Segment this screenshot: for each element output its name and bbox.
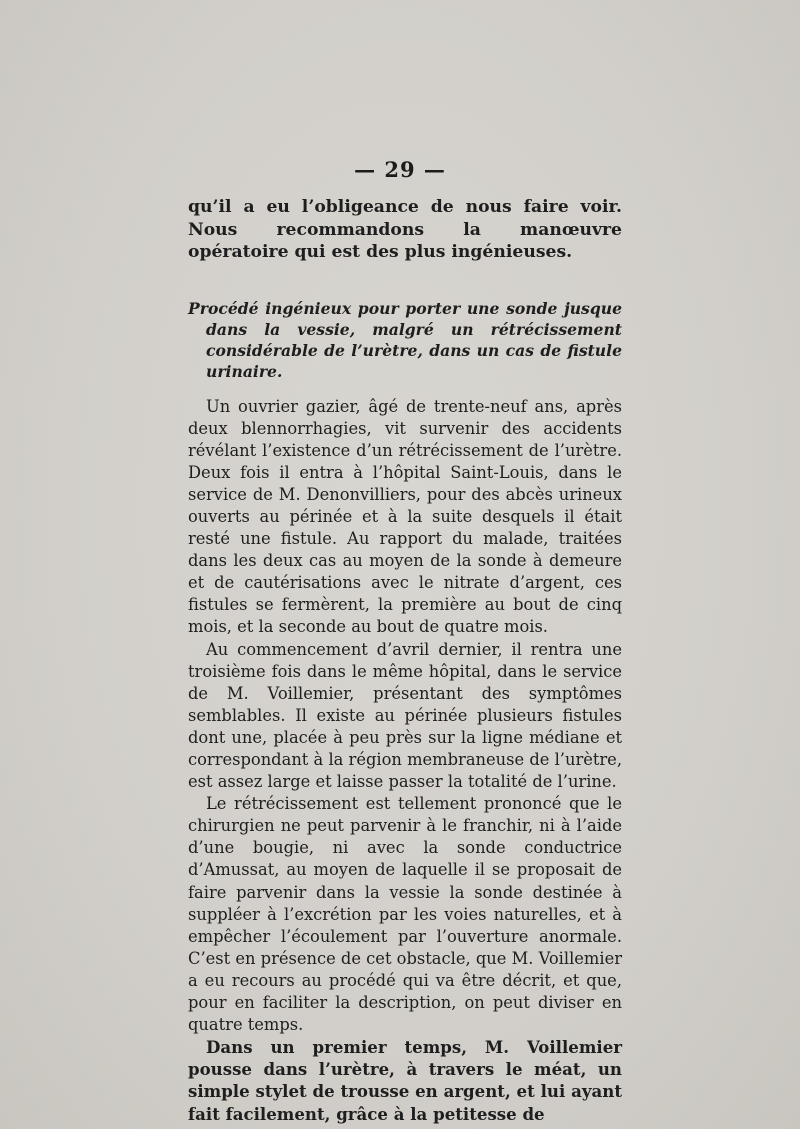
paragraph-continuation: qu’il a eu l’obligeance de nous faire voir. Nous recommandons la manœuvre opératoire qui est des plus ingénieuses. [188, 197, 622, 262]
page-number: — 29 — [354, 157, 446, 182]
paragraph-first-step: Dans un premier temps, M. Voillemier pousse dans l’urètre, à travers le méat, un simple stylet de trousse en argent, et lui ayant fait facilement, grâce à la petitesse de [188, 1037, 622, 1124]
section-heading: Procédé ingénieux pour porter une sonde jusque dans la vessie, malgré un rétrécissement considérable de l’urètre, dans un cas de fistule urinaire. [188, 298, 622, 381]
paragraph-admission: Au commencement d’avril dernier, il rentra une troisième fois dans le même hôpital, dans le service de M. Voillemier, présentant des symptômes semblables. Il existe au périnée plusieurs fistules dont une, placée à peu près sur la ligne médiane et correspondant à la région membraneuse de l’urètre, est assez large et laisse passer la totalité de l’urine. [188, 639, 622, 792]
body-text [188, 196, 622, 1125]
paragraph-stricture: Le rétrécissement est tellement prononcé que le chirurgien ne peut parvenir à le franchir, ni à l’aide d’une bougie, ni avec la sonde conductrice d’Amussat, au moyen de laquelle il se proposait de faire parvenir dans la vessie la sonde destinée à suppléer à l’excrétion par les voies naturelles, et à empêcher l’écoulement par l’ouverture anormale. C’est en présence de cet obstacle, que M. Voillemier a eu recours au procédé qui va être décrit, et que, pour en faciliter la description, on peut diviser en quatre temps. [188, 794, 622, 1035]
paragraph-case-history: Un ouvrier gazier, âgé de trente-neuf ans, après deux blennorrhagies, vit survenir des accidents révélant l’existence d’un rétrécissement de l’urètre. Deux fois il entra à l’hôpital Saint-Louis, dans le service de M. Denonvilliers, pour des abcès urineux ouverts au périnée et à la suite desquels il était resté une fistule. Au rapport du malade, traitées dans les deux cas au moyen de la sonde à demeure et de cautérisations avec le nitrate d’argent, ces fistules se fermèrent, la première au bout de cinq mois, et la seconde au bout de quatre mois. [188, 396, 622, 637]
